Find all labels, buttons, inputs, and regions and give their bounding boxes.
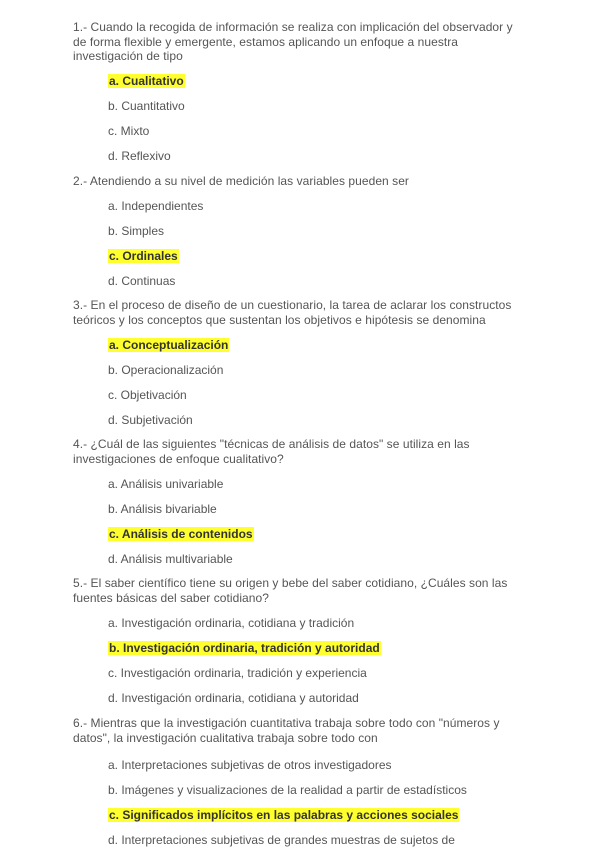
question-6-option-d: d. Interpretaciones subjetivas de grandes muestras de sujetos de [108, 833, 455, 847]
question-3-text: 3.- En el proceso de diseño de un cuestionario, la tarea de aclarar los constructos teóricos y los conceptos que sustentan los objetivos e hipótesis se denomina [73, 298, 512, 327]
question-6-option-a: a. Interpretaciones subjetivas de otros investigadores [108, 758, 392, 772]
question-3-option-a [108, 338, 229, 352]
correct-answer-highlight: a. Conceptualización [109, 338, 229, 352]
question-5-option-b [108, 641, 381, 655]
question-6-option-c [108, 808, 459, 822]
correct-answer-highlight: a. Cualitativo [109, 74, 184, 88]
question-5-text: 5.- El saber científico tiene su origen y bebe del saber cotidiano, ¿Cuáles son las fuentes básicas del saber cotidiano? [73, 576, 508, 605]
question-2-text: 2.- Atendiendo a su nivel de medición las variables pueden ser [73, 174, 409, 188]
question-5-option-a: a. Investigación ordinaria, cotidiana y tradición [108, 616, 355, 630]
question-3-option-b: b. Operacionalización [108, 363, 224, 377]
question-6-text: 6.- Mientras que la investigación cuantitativa trabaja sobre todo con "números y datos", la investigación cualitativa trabaja sobre todo con [73, 716, 500, 745]
question-4-option-b: b. Análisis bivariable [108, 502, 217, 516]
question-1-text: 1.- Cuando la recogida de información se realiza con implicación del observador y de forma flexible y emergente, estamos aplicando un enfoque a nuestra investigación de tipo [73, 20, 513, 63]
question-2-option-b: b. Simples [108, 224, 165, 238]
question-2-option-a: a. Independientes [108, 199, 204, 213]
question-4-option-a: a. Análisis univariable [108, 477, 224, 491]
question-3-option-c: c. Objetivación [108, 388, 187, 402]
question-1-option-d: d. Reflexivo [108, 149, 171, 163]
correct-answer-highlight: c. Significados implícitos en las palabras y acciones sociales [109, 808, 459, 822]
correct-answer-highlight: c. Análisis de contenidos [109, 527, 253, 541]
question-1-option-a [108, 74, 185, 88]
question-6-option-b: b. Imágenes y visualizaciones de la realidad a partir de estadísticos [108, 783, 467, 797]
question-2-option-c [108, 249, 179, 263]
correct-answer-highlight: b. Investigación ordinaria, tradición y autoridad [109, 641, 380, 655]
question-3-option-d: d. Subjetivación [108, 413, 193, 427]
question-5-option-c: c. Investigación ordinaria, tradición y experiencia [108, 666, 367, 680]
question-1-option-c: c. Mixto [108, 124, 150, 138]
question-4-text: 4.- ¿Cuál de las siguientes "técnicas de análisis de datos" se utiliza en las investigaciones de enfoque cualitativo? [73, 437, 470, 466]
question-4-option-c [108, 527, 254, 541]
question-5-option-d: d. Investigación ordinaria, cotidiana y autoridad [108, 691, 359, 705]
question-4-option-d: d. Análisis multivariable [108, 552, 233, 566]
question-2-option-d: d. Continuas [108, 274, 176, 288]
correct-answer-highlight: c. Ordinales [109, 249, 178, 263]
question-1-option-b: b. Cuantitativo [108, 99, 185, 113]
